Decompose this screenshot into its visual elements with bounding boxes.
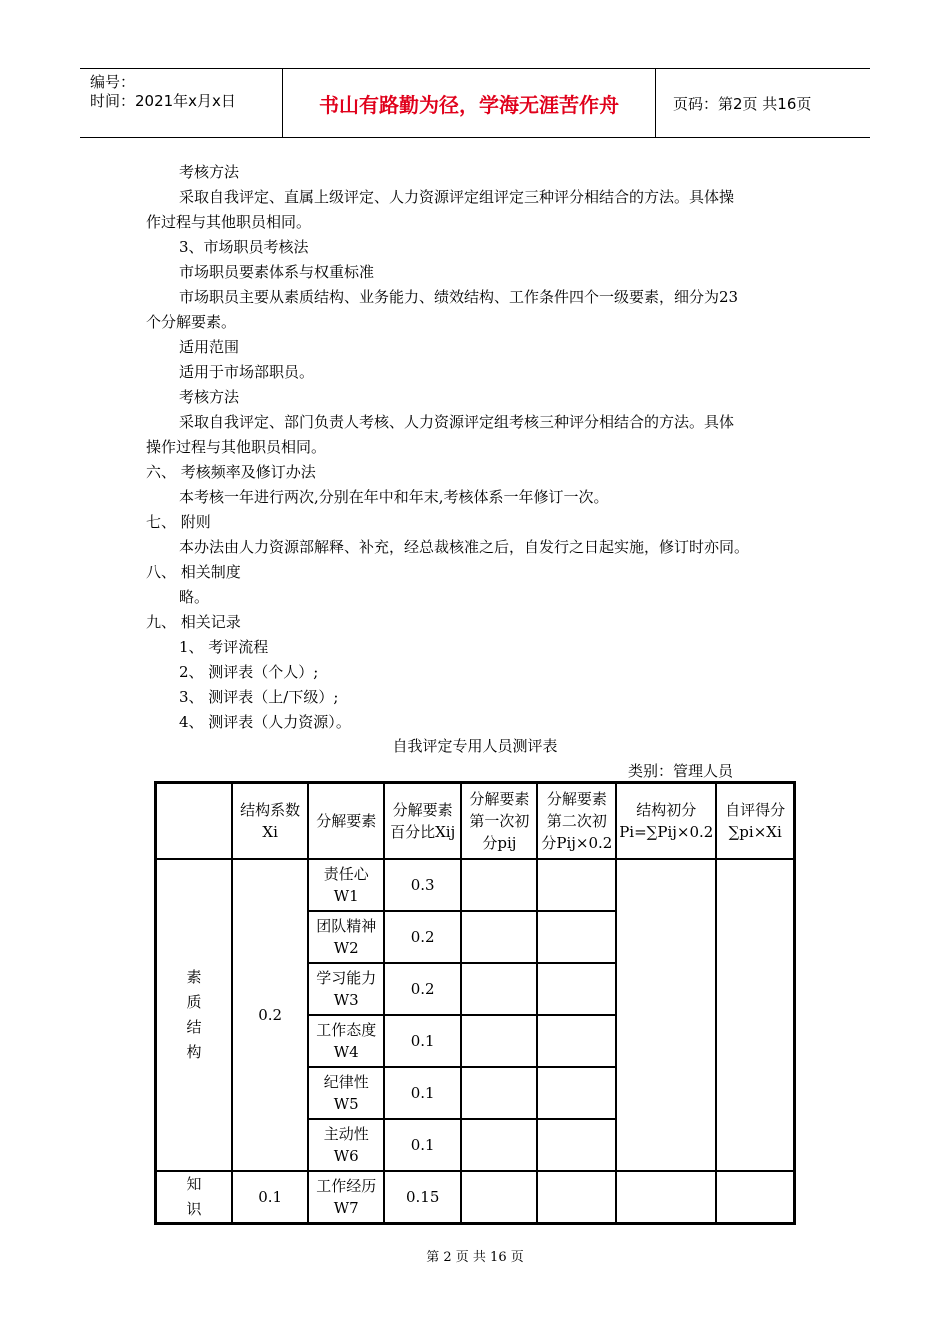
body-line: 考核方法: [179, 388, 240, 406]
first-score-cell[interactable]: [461, 1015, 537, 1067]
group-name: 素质结构: [186, 968, 202, 1061]
element-pct-cell: 0.1: [384, 1119, 461, 1171]
element-pct-cell: 0.3: [384, 859, 461, 911]
header-cell: [156, 783, 232, 859]
header-cell: 自评得分∑pi×Xi: [716, 783, 794, 859]
body-line: 个分解要素。: [146, 313, 237, 331]
section-heading: 九、 相关记录: [146, 613, 241, 631]
page-footer: 第 2 页 共 16 页: [426, 1250, 524, 1265]
body-line: 本考核一年进行两次,分别在年中和年末,考核体系一年修订一次。: [179, 488, 609, 506]
section-heading: 七、 附则: [146, 513, 211, 531]
element-pct-cell: 0.1: [384, 1067, 461, 1119]
table-title: 自我评定专用人员测评表: [392, 737, 558, 755]
element-pct-cell: 0.1: [384, 1015, 461, 1067]
evaluation-table: [154, 781, 796, 1225]
element-name-cell: 工作经历W7: [308, 1171, 384, 1223]
first-score-cell[interactable]: [461, 1119, 537, 1171]
first-score-cell[interactable]: [461, 911, 537, 963]
body-line: 市场职员要素体系与权重标准: [179, 263, 375, 281]
first-score-cell[interactable]: [461, 1067, 537, 1119]
table-row: [156, 1171, 794, 1223]
body-line: 本办法由人力资源部解释、补充，经总裁核准之后，自发行之日起实施，修订时亦同。: [179, 538, 750, 556]
element-pct-cell: 0.15: [384, 1171, 461, 1223]
body-line: 作过程与其他职员相同。: [146, 213, 312, 231]
first-score-cell[interactable]: [461, 1171, 537, 1223]
body-line: 略。: [179, 588, 210, 606]
section-heading: 八、 相关制度: [146, 563, 241, 581]
group-coef-cell: 0.1: [232, 1171, 309, 1223]
header-meta: [80, 69, 283, 137]
element-name-cell: 工作态度W4: [308, 1015, 384, 1067]
table-category: 类别：管理人员: [628, 762, 734, 780]
self-score-cell[interactable]: [716, 1171, 794, 1223]
element-pct-cell: 0.2: [384, 911, 461, 963]
body-line: 操作过程与其他职员相同。: [146, 438, 327, 456]
second-score-cell[interactable]: [537, 1067, 616, 1119]
element-name-cell: 主动性W6: [308, 1119, 384, 1171]
body-line: 适用范围: [179, 338, 240, 356]
list-item: 1、 考评流程: [179, 638, 269, 656]
second-score-cell[interactable]: [537, 963, 616, 1015]
header-motto: 书山有路勤为径，学海无涯苦作舟: [283, 69, 656, 137]
element-name-cell: 团队精神W2: [308, 911, 384, 963]
group-name-cell: [156, 1171, 232, 1223]
element-pct-cell: 0.2: [384, 963, 461, 1015]
body-line: 3、市场职员考核法: [179, 238, 309, 256]
serial-label: 编号：: [90, 73, 136, 91]
group-coef-cell: 0.2: [232, 859, 309, 1171]
first-score-cell[interactable]: [461, 859, 537, 911]
second-score-cell[interactable]: [537, 1171, 616, 1223]
structure-score-cell[interactable]: [616, 859, 716, 1171]
page-info-text: 页码：第2页 共16页: [673, 94, 812, 113]
element-name-cell: 责任心W1: [308, 859, 384, 911]
table-row: [156, 859, 794, 911]
body-line: 适用于市场部职员。: [179, 363, 315, 381]
body-line: 考核方法: [179, 163, 240, 181]
header-page-info: [665, 69, 870, 137]
section-heading: 六、 考核频率及修订办法: [146, 463, 316, 481]
structure-score-cell[interactable]: [616, 1171, 716, 1223]
table-header-row: [156, 783, 794, 859]
element-name-cell: 学习能力W3: [308, 963, 384, 1015]
body-line: 采取自我评定、直属上级评定、人力资源评定组评定三种评分相结合的方法。具体操: [179, 188, 735, 206]
second-score-cell[interactable]: [537, 859, 616, 911]
second-score-cell[interactable]: [537, 1015, 616, 1067]
list-item: 2、 测评表（个人）;: [179, 663, 319, 681]
self-score-cell[interactable]: [716, 859, 794, 1171]
group-name-cell: [156, 859, 232, 1171]
list-item: 4、 测评表（人力资源）。: [179, 713, 351, 731]
time-label: 时间：2021年x月x日: [90, 92, 236, 110]
second-score-cell[interactable]: [537, 911, 616, 963]
first-score-cell[interactable]: [461, 963, 537, 1015]
list-item: 3、 测评表（上/下级）;: [179, 688, 339, 706]
header-cell: 分解要素百分比Xij: [384, 783, 461, 859]
header-cell: 结构初分Pi=∑Pij×0.2: [616, 783, 716, 859]
header-cell: 结构系数Xi: [232, 783, 309, 859]
body-line: 采取自我评定、部门负责人考核、人力资源评定组考核三种评分相结合的方法。具体: [179, 413, 735, 431]
header-cell: 分解要素第一次初分pij: [461, 783, 537, 859]
page-header: [80, 68, 870, 138]
element-name-cell: 纪律性W5: [308, 1067, 384, 1119]
header-cell: 分解要素: [308, 783, 384, 859]
second-score-cell[interactable]: [537, 1119, 616, 1171]
group-name: 知识: [186, 1175, 202, 1218]
body-line: 市场职员主要从素质结构、业务能力、绩效结构、工作条件四个一级要素，细分为23: [179, 288, 739, 306]
header-cell: 分解要素第二次初分Pij×0.2: [537, 783, 616, 859]
